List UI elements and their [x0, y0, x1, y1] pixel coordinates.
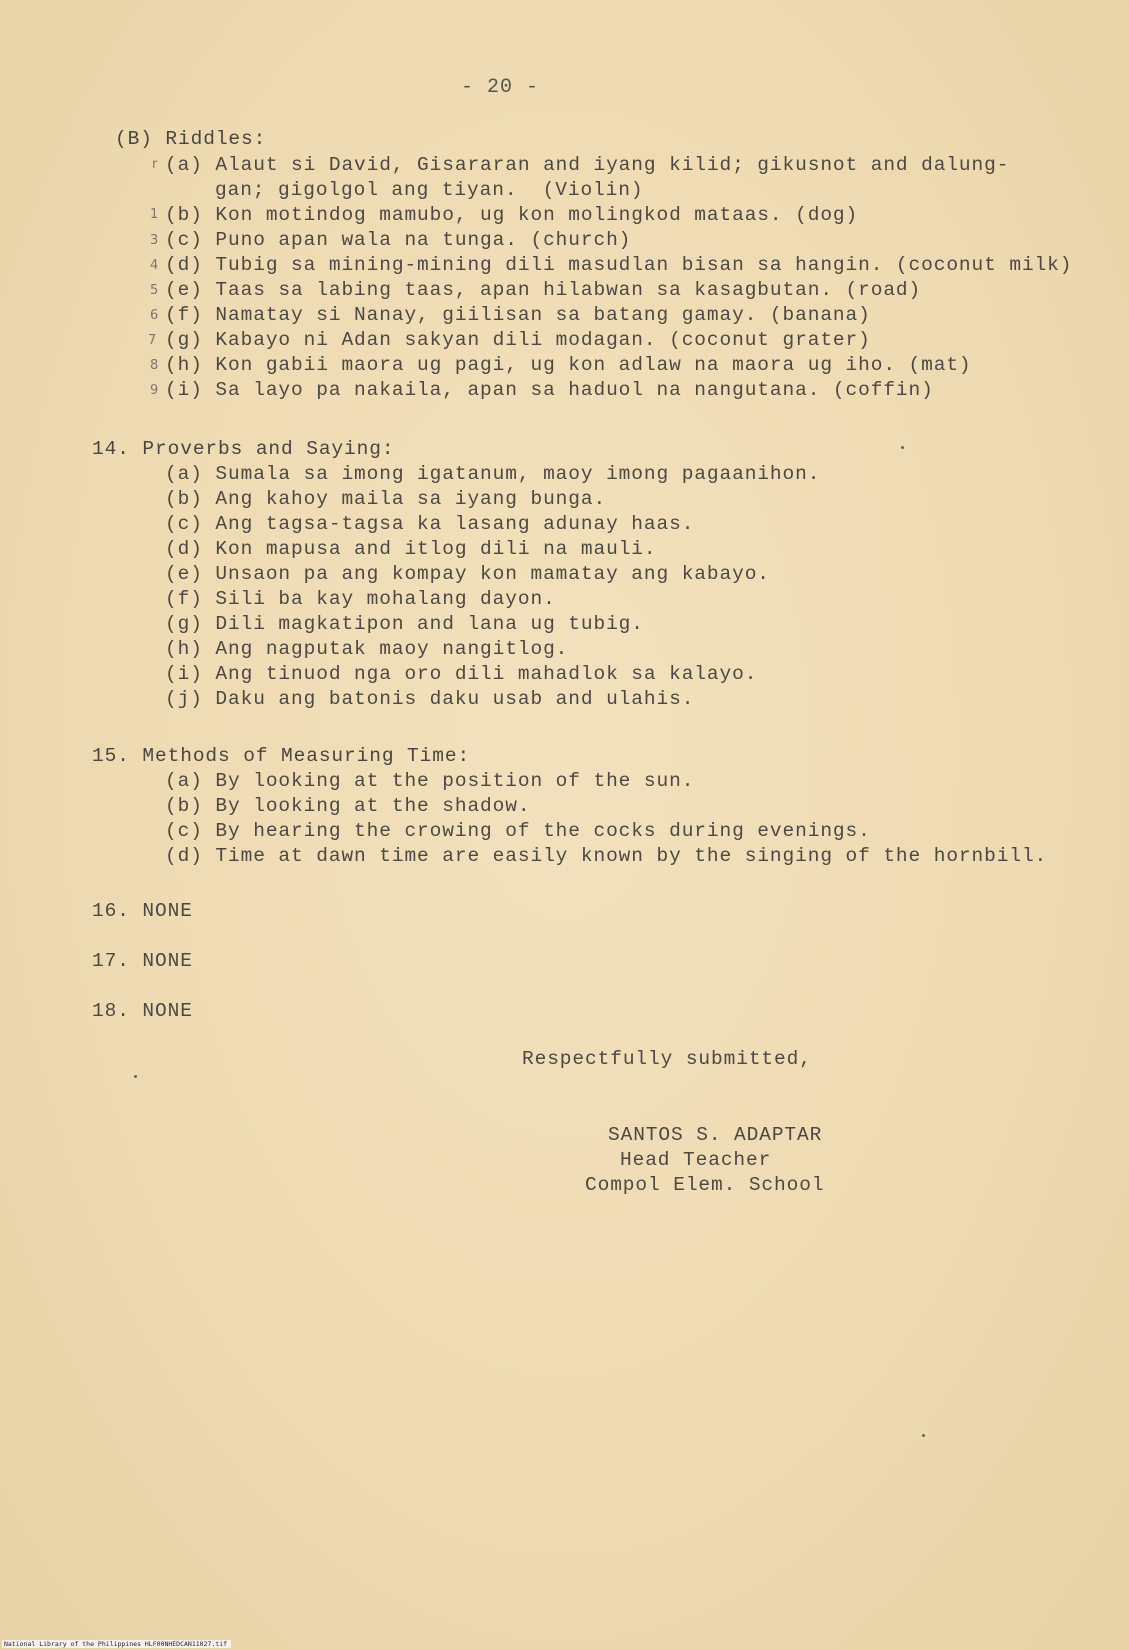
signature-name: SANTOS S. ADAPTAR — [608, 1124, 823, 1146]
time-method-label: (d) — [165, 845, 203, 867]
proverb-label: (j) — [165, 688, 203, 710]
none-item-17: 17. NONE — [92, 950, 193, 972]
time-method-item — [165, 770, 694, 792]
proverb-label: (c) — [165, 513, 203, 535]
proverb-label: (f) — [165, 588, 203, 610]
proverb-text: Sili ba kay mohalang dayon. — [215, 588, 556, 610]
riddle-label: (h) — [165, 354, 203, 376]
margin-mark: 6 — [150, 308, 159, 323]
paper-speck — [901, 446, 904, 449]
time-method-label: (a) — [165, 770, 203, 792]
riddle-text: Kon motindog mamubo, ug kon molingkod mataas. (dog) — [215, 204, 859, 226]
riddle-text: Sa layo pa nakaila, apan sa haduol na nangutana. (coffin) — [215, 379, 934, 401]
riddle-item — [165, 354, 972, 376]
riddle-item — [165, 204, 858, 226]
riddle-text: Kon gabii maora ug pagi, ug kon adlaw na maora ug iho. (mat) — [215, 354, 972, 376]
time-method-text: By looking at the position of the sun. — [215, 770, 695, 792]
riddle-item — [165, 379, 934, 401]
proverb-item — [165, 513, 694, 535]
proverb-label: (b) — [165, 488, 203, 510]
proverb-text: Ang tagsa-tagsa ka lasang adunay haas. — [215, 513, 695, 535]
time-method-text: Time at dawn time are easily known by the singing of the hornbill. — [215, 845, 1048, 867]
time-method-text: By looking at the shadow. — [215, 795, 531, 817]
riddle-text: Namatay si Nanay, giilisan sa batang gamay. (banana) — [215, 304, 871, 326]
none-item-16: 16. NONE — [92, 900, 193, 922]
margin-mark: 7 — [148, 333, 157, 348]
proverb-text: Sumala sa imong igatanum, maoy imong pagaanihon. — [215, 463, 821, 485]
riddles-heading: (B) Riddles: — [115, 128, 267, 150]
signature-title: Head Teacher — [620, 1149, 772, 1171]
riddle-text: Tubig sa mining-mining dili masudlan bisan sa hangin. (coconut milk) — [215, 254, 1073, 276]
proverb-item — [165, 688, 694, 710]
riddle-label: (a) — [165, 154, 203, 176]
proverb-text: Dili magkatipon and lana ug tubig. — [215, 613, 644, 635]
riddle-item — [165, 254, 1072, 276]
proverb-label: (d) — [165, 538, 203, 560]
riddle-label: (f) — [165, 304, 203, 326]
signature-school: Compol Elem. School — [585, 1174, 825, 1196]
time-method-label: (b) — [165, 795, 203, 817]
proverb-item — [165, 638, 568, 660]
proverb-label: (i) — [165, 663, 203, 685]
margin-mark: 8 — [150, 358, 159, 373]
time-method-item — [165, 845, 1047, 867]
riddle-text: Taas sa labing taas, apan hilabwan sa kasagbutan. (road) — [215, 279, 922, 301]
proverb-text: Ang tinuod nga oro dili mahadlok sa kalayo. — [215, 663, 758, 685]
proverb-text: Daku ang batonis daku usab and ulahis. — [215, 688, 695, 710]
riddle-label: (c) — [165, 229, 203, 251]
proverb-item — [165, 488, 606, 510]
proverbs-heading: 14. Proverbs and Saying: — [92, 438, 395, 460]
proverb-text: Unsaon pa ang kompay kon mamatay ang kabayo. — [215, 563, 770, 585]
paper-speck — [922, 1434, 925, 1437]
proverb-item — [165, 563, 770, 585]
riddle-item — [165, 229, 631, 251]
riddle-label: (e) — [165, 279, 203, 301]
riddle-item — [165, 279, 921, 301]
riddle-text: Alaut si David, Gisararan and iyang kilid; gikusnot and dalung- — [215, 154, 1010, 176]
riddle-text: Puno apan wala na tunga. (church) — [215, 229, 632, 251]
page-number: - 20 - — [460, 76, 539, 99]
proverb-item — [165, 663, 757, 685]
riddle-item — [165, 304, 871, 326]
margin-mark: 1 — [150, 207, 159, 222]
none-item-18: 18. NONE — [92, 1000, 193, 1022]
proverb-label: (a) — [165, 463, 203, 485]
archive-footer: National Library of the Philippines HLF00NHEDCAN11027.tif — [2, 1640, 231, 1648]
proverb-item — [165, 613, 644, 635]
margin-mark: 9 — [150, 383, 159, 398]
time-method-item — [165, 795, 530, 817]
proverb-text: Ang nagputak maoy nangitlog. — [215, 638, 569, 660]
proverb-label: (e) — [165, 563, 203, 585]
riddle-continuation: gan; gigolgol ang tiyan. (Violin) — [215, 179, 644, 201]
time-methods-heading: 15. Methods of Measuring Time: — [92, 745, 471, 767]
riddle-label: (i) — [165, 379, 203, 401]
closing-text: Respectfully submitted, — [522, 1048, 812, 1070]
riddle-label: (g) — [165, 329, 203, 351]
proverb-label: (g) — [165, 613, 203, 635]
time-method-item — [165, 820, 871, 842]
time-method-text: By hearing the crowing of the cocks during evenings. — [215, 820, 871, 842]
margin-mark: r — [152, 157, 158, 172]
riddle-label: (b) — [165, 204, 203, 226]
proverb-item — [165, 588, 556, 610]
time-method-label: (c) — [165, 820, 203, 842]
riddle-text: Kabayo ni Adan sakyan dili modagan. (coconut grater) — [215, 329, 871, 351]
margin-mark: 4 — [150, 258, 159, 273]
proverb-item — [165, 463, 820, 485]
margin-mark: 5 — [150, 283, 159, 298]
proverb-text: Ang kahoy maila sa iyang bunga. — [215, 488, 607, 510]
margin-mark: 3 — [150, 233, 159, 248]
proverb-label: (h) — [165, 638, 203, 660]
proverb-text: Kon mapusa and itlog dili na mauli. — [215, 538, 657, 560]
riddle-item — [165, 329, 871, 351]
paper-speck — [134, 1075, 137, 1078]
riddle-item — [165, 154, 1009, 176]
proverb-item — [165, 538, 657, 560]
riddle-label: (d) — [165, 254, 203, 276]
